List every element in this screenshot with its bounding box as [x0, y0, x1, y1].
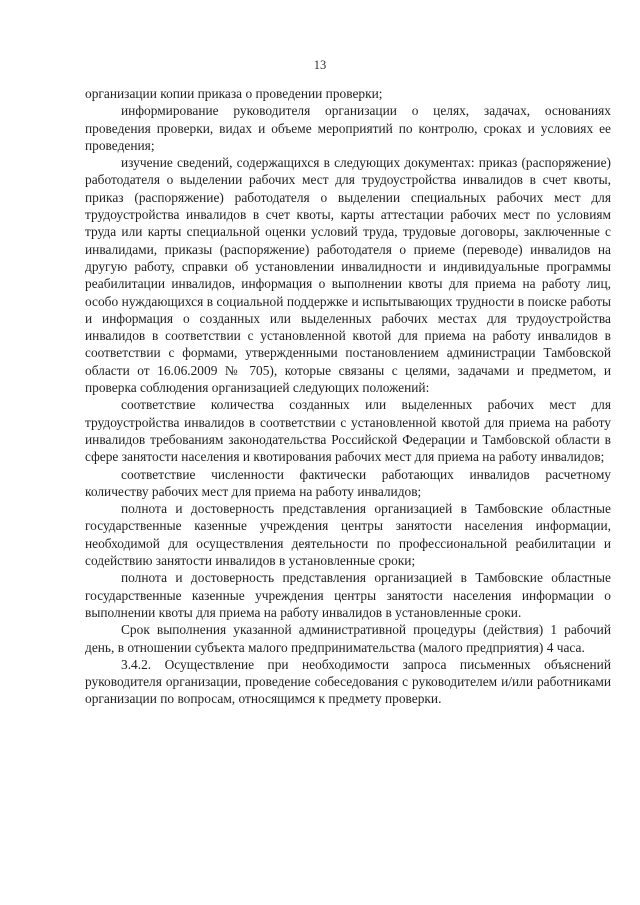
paragraph-informing-manager: информирование руководителя организации о целях, задачах, основаниях проведения проверки, видах и объеме мероприятий по контролю, сроках и условиях ее проведения; — [85, 103, 611, 153]
paragraph-section-3-4-2: 3.4.2. Осуществление при необходимости запроса письменных объяснений руководителя организации, проведение собеседования с руководителем и/или работниками организации по вопросам, относящимся к предмету проверки. — [85, 656, 611, 707]
paragraph-employee-count: соответствие численности фактически работающих инвалидов расчетному количеству рабочих мест для приема на работу инвалидов; — [85, 466, 611, 499]
paragraph-reporting-quota: полнота и достоверность представления организацией в Тамбовские областные государственные казенные учреждения центры занятости населения информации о выполнении квоты для приема на работу инвалидов в установленные сроки. — [85, 570, 611, 620]
page-number: 13 — [313, 58, 327, 72]
paragraph-reporting-rehabilitation: полнота и достоверность представления организацией в Тамбовские областные государственные казенные учреждения центры занятости населения информации, необходимой для осуществления деятельности по профессиональной реабилитации и содействию занятости инвалидов в установленные сроки; — [85, 501, 611, 569]
paragraph-quota-compliance: соответствие количества созданных или выделенных рабочих мест для трудоустройства инвалидов в соответствии с установленной квотой для приема на работу инвалидов требованиям законодательства Российской Федерации и Тамбовской области в сфере занятости населения и квотирования рабочих мест для приема на работу инвалидов; — [85, 397, 611, 465]
paragraph-procedure-term: Срок выполнения указанной административной процедуры (действия) 1 рабочий день, в отношении субъекта малого предпринимательства (малого предприятия) 4 часа. — [85, 622, 611, 655]
document-body — [85, 85, 611, 708]
paragraph-continuation: организации копии приказа о проведении проверки; — [85, 86, 383, 101]
paragraph-document-study: изучение сведений, содержащихся в следующих документах: приказ (распоряжение) работодателя о выделении рабочих мест для трудоустройства инвалидов в счет квоты, приказ (распоряжение) работодателя о выделении специальных рабочих мест для трудоустройства инвалидов в счет квоты, карты аттестации рабочих мест по условиям труда или карты специальной оценки условий труда, трудовые договоры, заключенные с инвалидами, приказы (распоряжение) работодателя о приеме (переводе) инвалидов на другую работу, справки об установлении инвалидности и индивидуальные программы реабилитации инвалидов, информация о выполнении квоты для приема на работу лиц, особо нуждающихся в социальной поддержке и испытывающих трудности в поиске работы и информация о созданных или выделенных рабочих местах для трудоустройства инвалидов в соответствии с установленной квотой для приема на работу инвалидов в соответствии с формами, утвержденными постановлением администрации Тамбовской области от 16.06.2009 № 705), которые связаны с целями, задачами и предметом, и проверка соблюдения организацией следующих положений: — [85, 155, 611, 396]
